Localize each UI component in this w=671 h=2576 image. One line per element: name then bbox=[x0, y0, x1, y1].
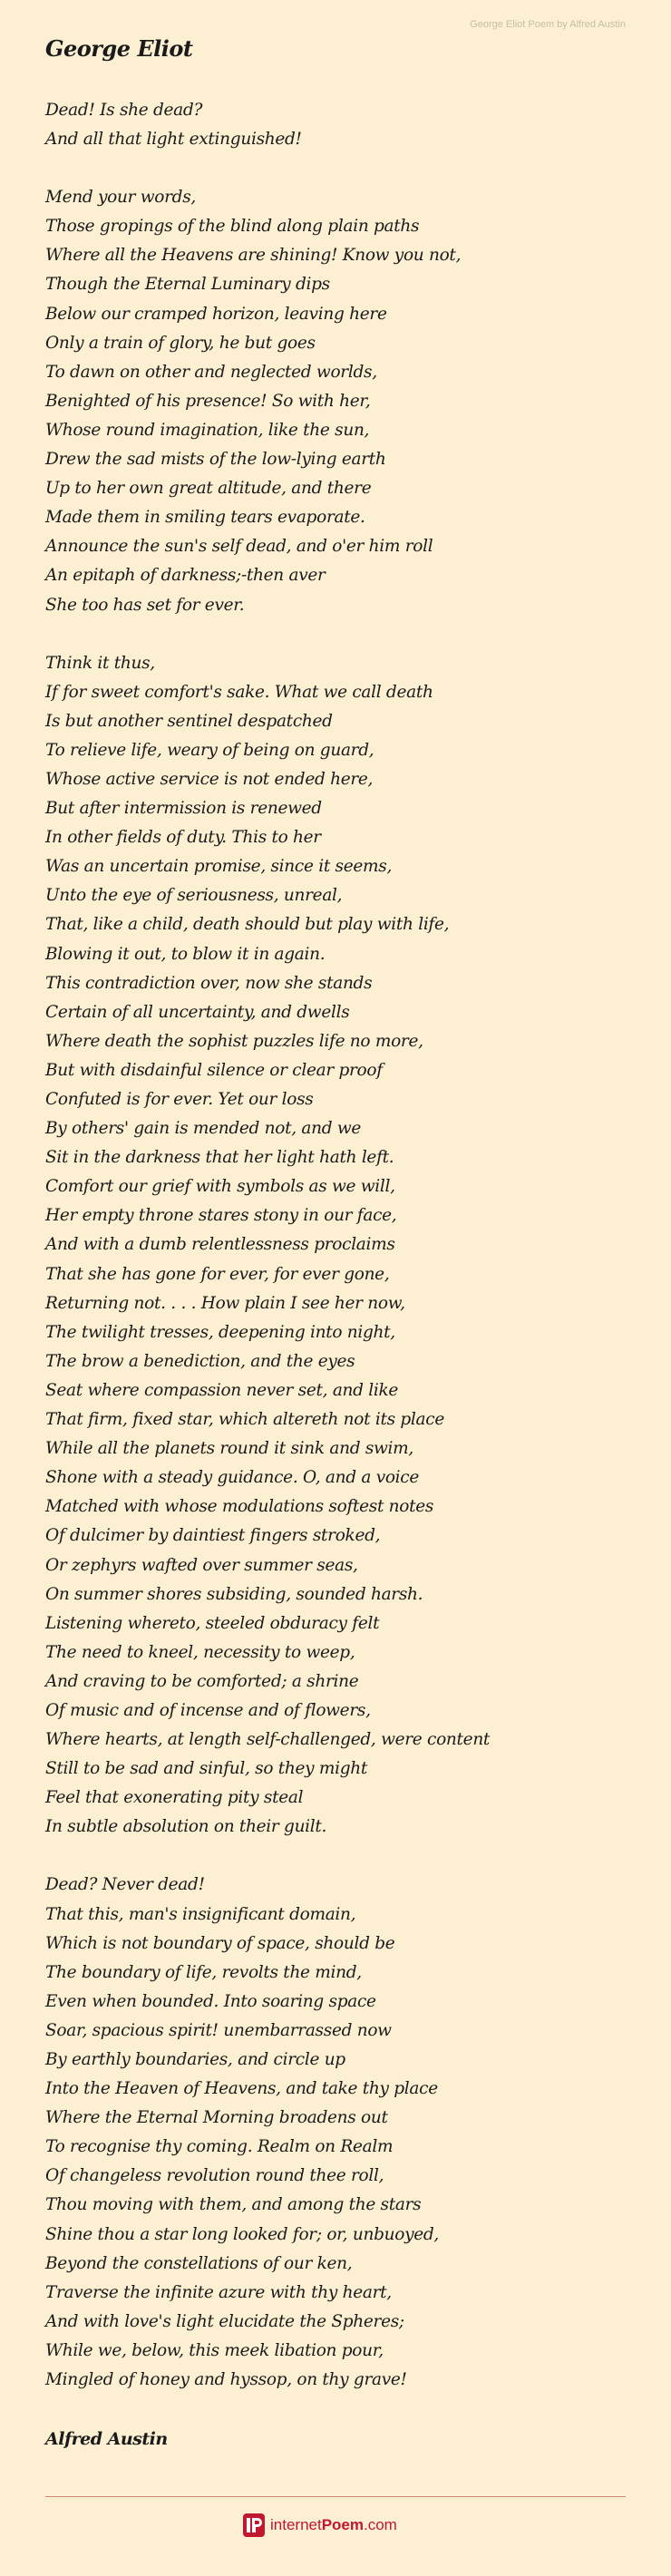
poem-line: And with love's light elucidate the Spheres; bbox=[45, 2311, 404, 2331]
poem-stanza bbox=[45, 183, 644, 619]
poem-line: Mingled of honey and hyssop, on thy grave! bbox=[45, 2370, 407, 2390]
poem-line: If for sweet comfort's sake. What we call death bbox=[45, 682, 433, 702]
poem-line: But after intermission is renewed bbox=[45, 799, 322, 819]
poem-line: Up to her own great altitude, and there bbox=[45, 479, 372, 499]
poem-line: That, like a child, death should but play with life, bbox=[45, 915, 450, 935]
poem-line: An epitaph of darkness;-then aver bbox=[45, 566, 326, 586]
poem-line: Of changeless revolution round thee roll, bbox=[45, 2166, 384, 2186]
poem-line: To recognise thy coming. Realm on Realm bbox=[45, 2137, 394, 2157]
poem-line: This contradiction over, now she stands bbox=[45, 973, 373, 993]
poem-line: Matched with whose modulations softest notes bbox=[45, 1497, 434, 1517]
poem-line: The twilight tresses, deepening into night, bbox=[45, 1322, 395, 1342]
poem-stanza bbox=[45, 96, 644, 154]
poem-line: Shine thou a star long looked for; or, unbuoyed, bbox=[45, 2224, 439, 2244]
poem-stanza bbox=[45, 649, 644, 1842]
logo-text-brand: Poem bbox=[321, 2516, 364, 2533]
poem-line: By others' gain is mended not, and we bbox=[45, 1119, 362, 1139]
poem-line: In subtle absolution on their guilt. bbox=[45, 1817, 327, 1837]
poem-line: Where death the sophist puzzles life no more, bbox=[45, 1031, 423, 1051]
poem-line: While we, below, this meek libation pour, bbox=[45, 2340, 384, 2360]
poem-line: Thou moving with them, and among the stars bbox=[45, 2195, 422, 2215]
poem-line: Of music and of incense and of flowers, bbox=[45, 1700, 371, 1720]
poem-line: The boundary of life, revolts the mind, bbox=[45, 1962, 362, 1982]
poem-line: And all that light extinguished! bbox=[45, 130, 302, 150]
poem-line: Sit in the darkness that her light hath left. bbox=[45, 1148, 394, 1168]
poem-line: Which is not boundary of space, should be bbox=[45, 1933, 395, 1953]
site-logo-link[interactable] bbox=[243, 2513, 397, 2537]
poem-line: On summer shores subsiding, sounded harsh. bbox=[45, 1584, 423, 1604]
poem-line: And with a dumb relentlessness proclaims bbox=[45, 1235, 395, 1255]
poem-line: Of dulcimer by daintiest fingers stroked, bbox=[45, 1526, 381, 1546]
page-caption: George Eliot Poem by Alfred Austin bbox=[470, 19, 626, 30]
poem-line: Even when bounded. Into soaring space bbox=[45, 1991, 376, 2011]
poem-line: That she has gone for ever, for ever gone, bbox=[45, 1264, 390, 1284]
poem-body bbox=[45, 96, 644, 2424]
poem-line: Where all the Heavens are shining! Know you not, bbox=[45, 246, 462, 266]
poem-line: Traverse the infinite azure with thy heart, bbox=[45, 2282, 392, 2302]
poem-line: Is but another sentinel despatched bbox=[45, 711, 333, 731]
poem-line: The need to kneel, necessity to weep, bbox=[45, 1642, 355, 1662]
poem-line: Returning not. . . . How plain I see her now, bbox=[45, 1293, 405, 1313]
poem-line: Certain of all uncertainty, and dwells bbox=[45, 1002, 350, 1022]
poem-line: Confuted is for ever. Yet our loss bbox=[45, 1090, 314, 1109]
poem-stanza bbox=[45, 1871, 644, 2395]
poem-line: By earthly boundaries, and circle up bbox=[45, 2050, 345, 2069]
internetpoem-logo-icon bbox=[243, 2513, 265, 2537]
poem-line: Seat where compassion never set, and like bbox=[45, 1380, 399, 1400]
poem-line: Dead? Never dead! bbox=[45, 1875, 205, 1895]
logo-text-prefix: internet bbox=[270, 2516, 322, 2533]
poem-line: Dead! Is she dead? bbox=[45, 101, 203, 120]
poem-line: Or zephyrs wafted over summer seas, bbox=[45, 1555, 358, 1575]
poem-line: Announce the sun's self dead, and o'er him roll bbox=[45, 537, 433, 557]
logo-text-suffix: .com bbox=[364, 2516, 397, 2533]
poem-line: The brow a benediction, and the eyes bbox=[45, 1351, 355, 1371]
poem-line: Mend your words, bbox=[45, 188, 196, 208]
poem-line: In other fields of duty. This to her bbox=[45, 828, 321, 848]
poem-line: To relieve life, weary of being on guard, bbox=[45, 740, 374, 760]
poem-line: Where hearts, at length self-challenged, were content bbox=[45, 1730, 491, 1750]
poem-line: Those gropings of the blind along plain paths bbox=[45, 217, 420, 237]
poem-line: Whose active service is not ended here, bbox=[45, 769, 374, 789]
poem-line: Into the Heaven of Heavens, and take thy place bbox=[45, 2079, 438, 2099]
poem-line: Shone with a steady guidance. O, and a voice bbox=[45, 1468, 420, 1488]
poem-line: To dawn on other and neglected worlds, bbox=[45, 362, 377, 382]
poem-line: While all the planets round it sink and swim, bbox=[45, 1439, 413, 1459]
poem-line: Was an uncertain promise, since it seems, bbox=[45, 857, 393, 877]
poem-line: Whose round imagination, like the sun, bbox=[45, 420, 370, 440]
footer-divider bbox=[45, 2496, 626, 2497]
poem-line: Beyond the constellations of our ken, bbox=[45, 2253, 353, 2273]
poem-line: That this, man's insignificant domain, bbox=[45, 1904, 356, 1924]
poem-line: Unto the eye of seriousness, unreal, bbox=[45, 886, 343, 906]
poem-line: Drew the sad mists of the low-lying earth bbox=[45, 450, 386, 470]
poem-title: George Eliot bbox=[45, 35, 193, 62]
poem-line: Comfort our grief with symbols as we will, bbox=[45, 1177, 395, 1197]
poem-line: Though the Eternal Luminary dips bbox=[45, 275, 330, 295]
poem-line: Made them in smiling tears evaporate. bbox=[45, 508, 365, 528]
poem-line: Feel that exonerating pity steal bbox=[45, 1788, 304, 1808]
poem-line: Think it thus, bbox=[45, 653, 155, 673]
poem-line: Below our cramped horizon, leaving here bbox=[45, 304, 387, 324]
poem-line: But with disdainful silence or clear proof bbox=[45, 1060, 383, 1080]
poem-line: Soar, spacious spirit! unembarrassed now bbox=[45, 2020, 392, 2040]
poem-line: Her empty throne stares stony in our face, bbox=[45, 1206, 397, 1226]
poem-line: Blowing it out, to blow it in again. bbox=[45, 944, 326, 964]
poem-line: She too has set for ever. bbox=[45, 595, 245, 615]
poem-line: Still to be sad and sinful, so they might bbox=[45, 1759, 368, 1779]
poem-line: And craving to be comforted; a shrine bbox=[45, 1671, 359, 1691]
poem-line: Listening whereto, steeled obduracy felt bbox=[45, 1613, 380, 1633]
poem-author[interactable]: Alfred Austin bbox=[45, 2429, 168, 2449]
poem-line: Only a train of glory, he but goes bbox=[45, 333, 316, 353]
poem-line: Benighted of his presence! So with her, bbox=[45, 391, 371, 411]
poem-line: Where the Eternal Morning broadens out bbox=[45, 2108, 388, 2128]
poem-line: That firm, fixed star, which altereth not its place bbox=[45, 1410, 444, 1430]
